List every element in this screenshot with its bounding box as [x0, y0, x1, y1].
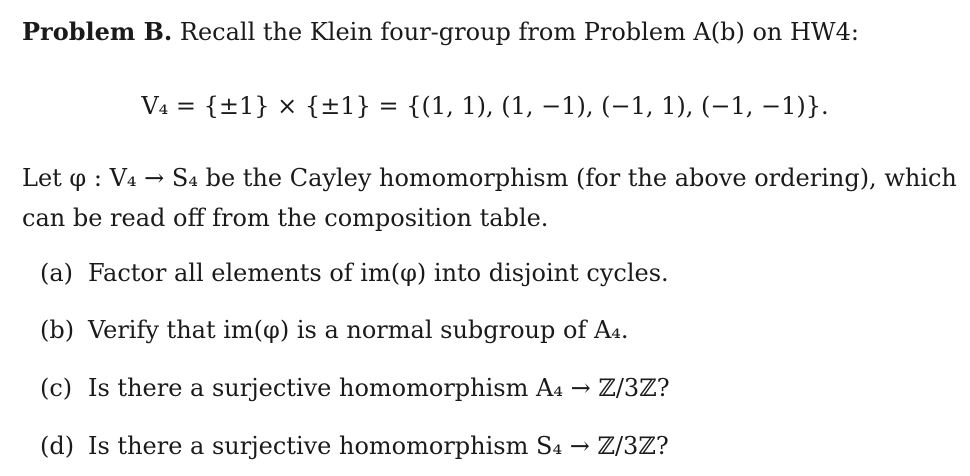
part-d-marker: (d) — [40, 432, 75, 460]
part-b-text: Verify that im(φ) is a normal subgroup of A₄. — [88, 316, 629, 344]
part-d — [40, 431, 669, 461]
part-c-marker: (c) — [40, 374, 73, 402]
cayley-paragraph-line-1: Let φ : V₄ → S₄ be the Cayley homomorphism (for the above ordering), which — [22, 164, 957, 192]
part-a-marker: (a) — [40, 259, 74, 287]
part-b — [40, 315, 629, 345]
part-b-marker: (b) — [40, 316, 75, 344]
part-a-text: Factor all elements of im(φ) into disjoint cycles. — [88, 259, 669, 287]
problem-heading: Problem B. — [22, 17, 173, 46]
problem-intro: Recall the Klein four-group from Problem A(b) on HW4: — [179, 18, 859, 46]
part-d-text: Is there a surjective homomorphism S₄ → ℤ/3ℤ? — [88, 432, 669, 460]
part-c — [40, 373, 670, 403]
cayley-paragraph-line-2: can be read off from the composition table. — [22, 204, 549, 232]
klein-group-equation: V₄ = {±1} × {±1} = {(1, 1), (1, −1), (−1, 1), (−1, −1)}. — [141, 92, 829, 120]
part-a — [40, 258, 669, 288]
problem-title-line — [22, 17, 859, 47]
part-c-text: Is there a surjective homomorphism A₄ → ℤ/3ℤ? — [88, 374, 670, 402]
